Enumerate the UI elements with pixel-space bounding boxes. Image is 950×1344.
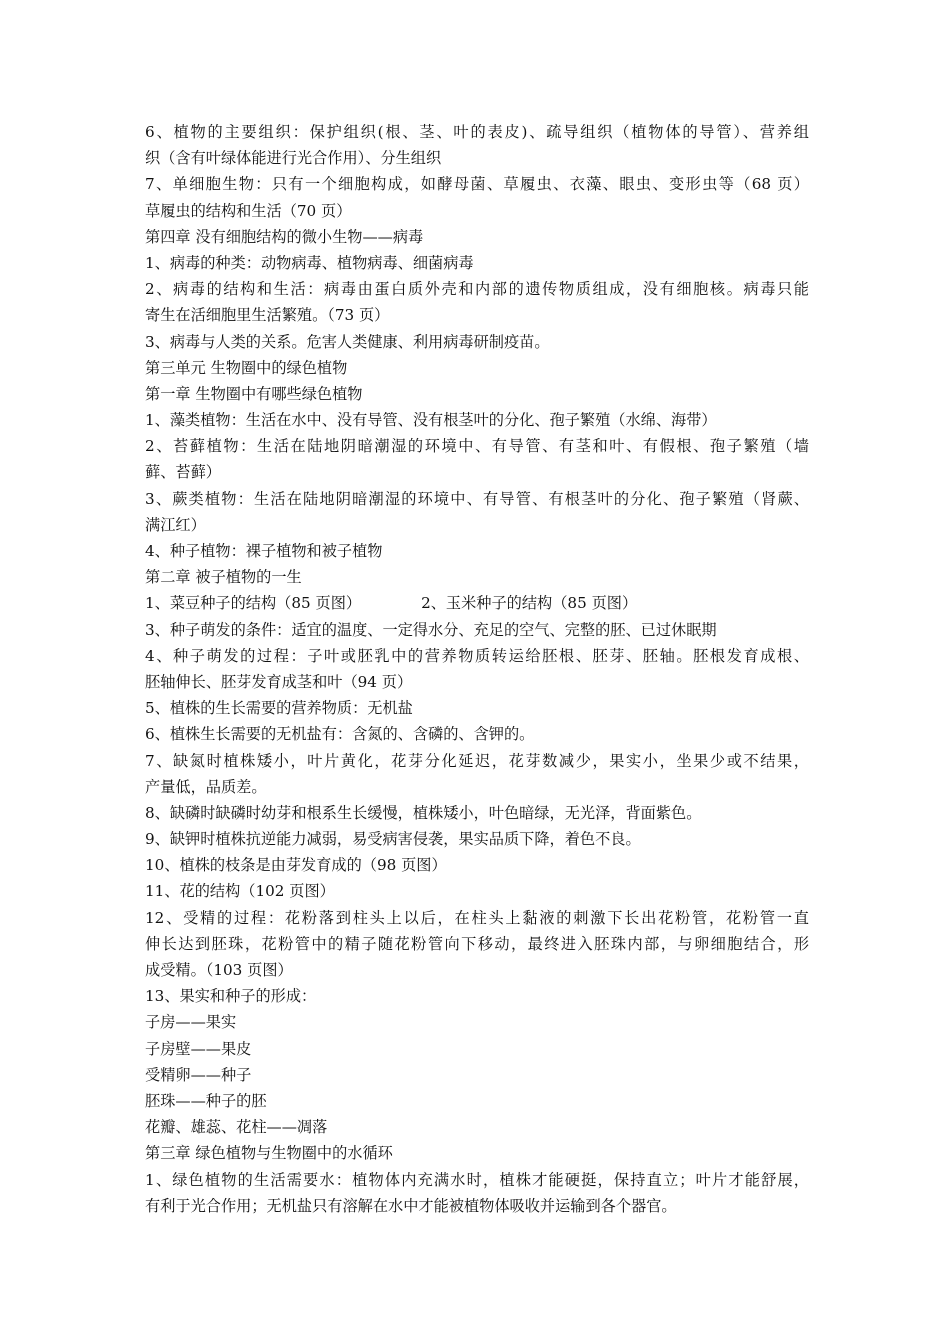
line-text: 6、植株生长需要的无机盐有：含氮的、含磷的、含钾的。 — [145, 725, 535, 744]
line-text: 7、缺氮时植株矮小，叶片黄化，花芽分化延迟，花芽数减少，果实小，坐果少或不结果， — [145, 751, 809, 770]
text-line — [145, 957, 809, 983]
line-text: 5、植株的生长需要的营养物质：无机盐 — [145, 699, 413, 718]
line-text: 1、病毒的种类：动物病毒、植物病毒、细菌病毒 — [145, 253, 474, 272]
text-line — [145, 119, 809, 145]
text-line — [145, 590, 809, 616]
line-text: 藓、苔藓） — [145, 463, 221, 482]
text-line — [145, 800, 809, 826]
line-text: 寄生在活细胞里生活繁殖。（73 页） — [145, 306, 390, 325]
text-line — [145, 852, 809, 878]
text-line — [145, 1062, 809, 1088]
text-line — [145, 931, 809, 957]
line-text: 8、缺磷时缺磷时幼芽和根系生长缓慢，植株矮小，叶色暗绿，无光泽，背面紫色。 — [145, 803, 702, 822]
text-line — [145, 433, 809, 459]
line-text: 6、植物的主要组织：保护组织(根、茎、叶的表皮)、疏导组织（植物体的导管）、营养组 — [145, 123, 809, 141]
line-text: 伸长达到胚珠，花粉管中的精子随花粉管向下移动，最终进入胚珠内部，与卵细胞结合，形 — [145, 934, 809, 953]
text-line — [145, 381, 809, 407]
text-line — [145, 1114, 809, 1140]
text-line — [145, 1167, 809, 1193]
line-text: 受精卵——种子 — [145, 1065, 252, 1084]
line-text: 第三单元 生物圈中的绿色植物 — [145, 358, 348, 377]
text-line — [145, 224, 809, 250]
line-text: 第三章 绿色植物与生物圈中的水循环 — [145, 1144, 393, 1163]
line-text: 子房——果实 — [145, 1013, 237, 1032]
line-text: 3、蕨类植物：生活在陆地阴暗潮湿的环境中、有导管、有根茎叶的分化、孢子繁殖（肾蕨、 — [145, 489, 809, 508]
text-line — [145, 355, 809, 381]
text-line — [145, 1088, 809, 1114]
line-text: 有利于光合作用；无机盐只有溶解在水中才能被植物体吸收并运输到各个器官。 — [145, 1196, 677, 1215]
text-line — [145, 1036, 809, 1062]
line-text: 4、种子萌发的过程：子叶或胚乳中的营养物质转运给胚根、胚芽、胚轴。胚根发育成根、 — [145, 646, 809, 665]
document-page — [145, 119, 809, 1219]
text-line — [145, 538, 809, 564]
text-line — [145, 171, 809, 197]
text-line — [145, 1140, 809, 1166]
line-text: 2、苔藓植物：生活在陆地阴暗潮湿的环境中、有导管、有茎和叶、有假根、孢子繁殖（墙 — [145, 437, 809, 456]
text-line — [145, 878, 809, 904]
text-line — [145, 564, 809, 590]
line-text: 9、缺钾时植株抗逆能力减弱，易受病害侵袭，果实品质下降，着色不良。 — [145, 830, 641, 849]
text-line — [145, 276, 809, 302]
text-line — [145, 250, 809, 276]
text-line — [145, 512, 809, 538]
line-text: 花瓣、雄蕊、花柱——凋落 — [145, 1118, 328, 1137]
text-line — [145, 983, 809, 1009]
line-text: 第四章 没有细胞结构的微小生物——病毒 — [145, 227, 424, 246]
line-text: 1、藻类植物：生活在水中、没有导管、没有根茎叶的分化、孢子繁殖（水绵、海带） — [145, 411, 717, 430]
text-line — [145, 1193, 809, 1219]
line-text: 产量低，品质差。 — [145, 777, 267, 796]
text-line — [145, 774, 809, 800]
text-line — [145, 905, 809, 931]
line-text: 12、受精的过程：花粉落到柱头上以后，在柱头上黏液的刺激下长出花粉管，花粉管一直 — [145, 908, 809, 927]
line-text: 第二章 被子植物的一生 — [145, 568, 302, 587]
line-text: 织（含有叶绿体能进行光合作用）、分生组织 — [145, 149, 442, 168]
text-line — [145, 329, 809, 355]
text-line — [145, 669, 809, 695]
text-line — [145, 1009, 809, 1035]
line-text: 满江红） — [145, 515, 206, 534]
line-text: 3、种子萌发的条件：适宜的温度、一定得水分、充足的空气、完整的胚、已过休眠期 — [145, 620, 717, 639]
line-text: 4、种子植物：裸子植物和被子植物 — [145, 542, 383, 560]
line-text: 胚轴伸长、胚芽发育成茎和叶（94 页） — [145, 672, 413, 691]
text-line — [145, 198, 809, 224]
text-line — [145, 486, 809, 512]
line-text: 草履虫的结构和生活（70 页） — [145, 201, 352, 220]
text-line — [145, 721, 809, 747]
line-text-second: 2、玉米种子的结构（85 页图） — [421, 594, 638, 613]
text-line — [145, 826, 809, 852]
line-text: 1、绿色植物的生活需要水：植物体内充满水时，植株才能硬挺，保持直立；叶片才能舒展， — [145, 1170, 809, 1189]
text-line — [145, 302, 809, 328]
line-text: 1、菜豆种子的结构（85 页图） — [145, 594, 362, 613]
line-text: 13、果实和种子的形成： — [145, 987, 317, 1006]
line-text: 子房壁——果皮 — [145, 1039, 252, 1058]
line-text: 3、病毒与人类的关系。危害人类健康、利用病毒研制疫苗。 — [145, 332, 550, 351]
line-text: 10、植株的枝条是由芽发育成的（98 页图） — [145, 856, 447, 875]
text-line — [145, 145, 809, 171]
line-text: 胚珠——种子的胚 — [145, 1091, 267, 1110]
line-text: 第一章 生物圈中有哪些绿色植物 — [145, 384, 363, 403]
line-text: 11、花的结构（102 页图） — [145, 882, 335, 901]
text-line — [145, 459, 809, 485]
text-line — [145, 643, 809, 669]
line-text: 2、病毒的结构和生活：病毒由蛋白质外壳和内部的遗传物质组成，没有细胞核。病毒只能 — [145, 280, 809, 299]
line-text: 成受精。（103 页图） — [145, 961, 293, 979]
text-line — [145, 748, 809, 774]
text-line — [145, 407, 809, 433]
text-line — [145, 617, 809, 643]
line-text: 7、单细胞生物：只有一个细胞构成，如酵母菌、草履虫、衣藻、眼虫、变形虫等（68 页） — [145, 175, 809, 194]
text-line — [145, 695, 809, 721]
